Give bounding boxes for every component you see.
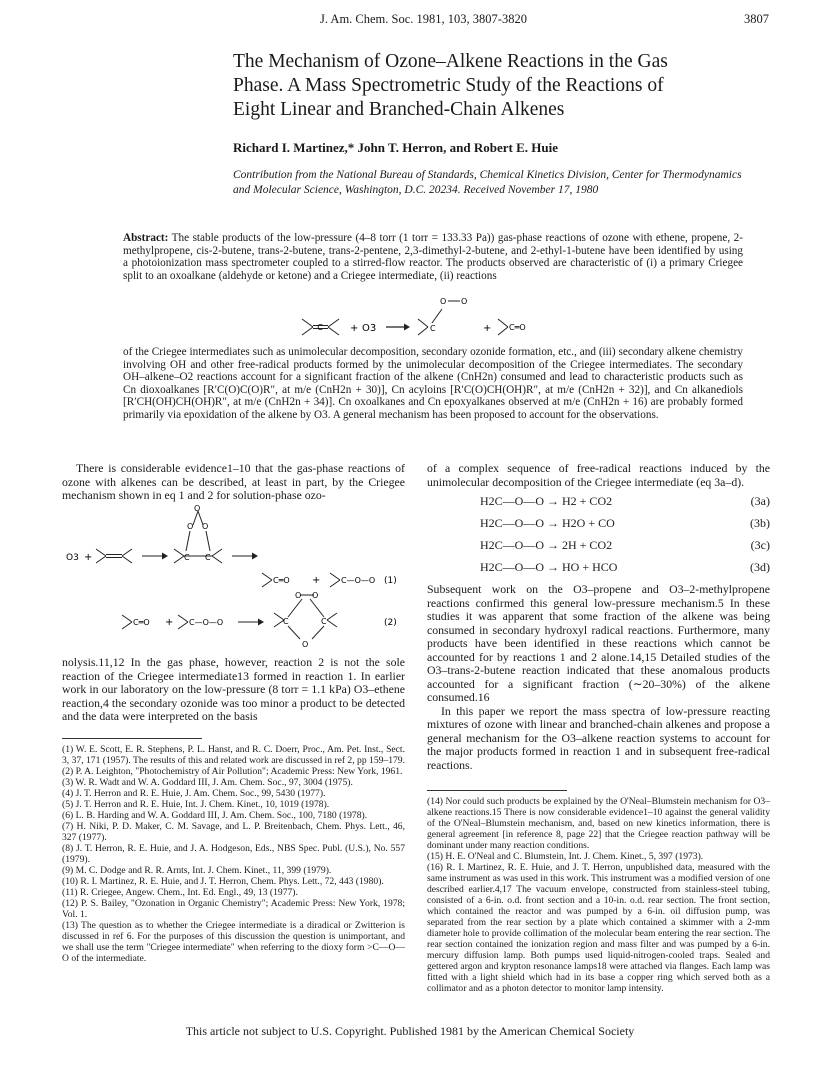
body-left-para2: nolysis.11,12 In the gas phase, however, reaction 2 is not the sole reaction of the Criegee intermediate13 formed in reaction 1. In earlier work in our laboratory on the low-pressure (8 torr = 1.1 kPa) O3–ethene reaction,4 the secondary ozonide was too minor a product to be detected and the data were interpreted on the basis (62, 655, 405, 723)
right-para3: In this paper we report the mass spectra of low-pressure reacting mixtures of ozone with linear and branched-chain alkenes and propose a general mechanism for the O3–alkene reaction systems to account for the major products formed in reaction 1 and in subsequent free-radical reactions. (427, 703, 770, 772)
ozonide2-c1: C (283, 617, 289, 626)
abstract-part2: of the Criegee intermediates such as unimolecular decomposition, secondary ozonide formation, etc., and (iii) secondary alkene chemistry involving OH and other free-radical products formed by the unimolecular decomposition of the Criegee intermediates. The secondary OH–alkene–O2 reactions account for a significant fraction of the alkene (CnH2n) consumed and lead to characteristic products such as Cn dioxoalkanes [R′C(O)C(O)R″, at m/e (CnH2n + 30)], Cn acyloins [R′C(O)CH(OH)R″, at m/e (CnH2n + 32)], and Cn alkanediols [R′CH(OH)CH(OH)R″, at m/e (CnH2n + 34)]. Cn oxoalkanes and Cn epoxyalkanes observed at m/e (CnH2n + 16) are probably formed primarily via epoxidation of the alkene by O3. A general mechanism has been proposed to account for the observations. (123, 346, 743, 421)
footnote-6: (6) L. B. Harding and W. A. Goddard III, J. Am. Chem. Soc., 100, 7180 (1978). (62, 810, 368, 821)
ozonide2-c2: C (321, 617, 327, 626)
equation-expr: H2C—O—O → HO + HCO (480, 560, 618, 574)
ozonide-c-left: C (184, 553, 190, 562)
footnote-5: (5) J. T. Herron and R. E. Huie, Int. J. Chem. Kinet., 10, 1019 (1978). (62, 799, 330, 810)
equation-expr: H2C—O—O → H2O + CO (480, 516, 615, 530)
equation-3a (480, 494, 770, 516)
eq2-number: (2) (384, 618, 397, 628)
eq1-plus: + (84, 552, 93, 563)
footnote-15: (15) H. E. O'Neal and C. Blumstein, Int. J. Chem. Kinet., 5, 397 (1973). (427, 851, 704, 862)
equation-expr: H2C—O—O → H2 + CO2 (480, 494, 613, 508)
body-left-para1 (62, 462, 405, 503)
footnote-rule-left (62, 738, 202, 739)
eq2-plus: + (165, 617, 174, 628)
scheme-criegee-o2: O (461, 297, 468, 306)
equation-3b (480, 516, 770, 538)
footnotes-left (62, 744, 405, 964)
right-para2: Subsequent work on the O3–propene and O3–2-methylpropene reactions confirmed this general low-pressure mechanism.5 In these studies it was apparent that some fraction of the alkene was being consumed in secondary hydroxyl radical reactions. Furthermore, many products have been identified in these reactions which cannot be accounted for by reactions 1 and 2 alone.14,15 Detailed studies of the O3–trans-2-butene reaction indicated that these anomalous products accounted for a significant fraction (∼20–30%) of the alkene consumed.16 (427, 582, 770, 704)
ozonide-o-left: O (187, 522, 194, 531)
abstract-scheme (300, 289, 560, 341)
eq2-criegee: C—O—O (189, 618, 224, 627)
scheme-o3-label: O3 (362, 323, 377, 334)
body-right-para1: of a complex sequence of free-radical reactions induced by the unimolecular decomposition of the Criegee intermediate (eq 3a–d). (427, 461, 770, 489)
article-authors: Richard I. Martinez,* John T. Herron, and Robert E. Huie (233, 140, 558, 155)
equation-3d (480, 560, 770, 582)
footnote-1: (1) W. E. Scott, E. R. Stephens, P. L. Hanst, and R. C. Doerr, Proc., Am. Pet. Inst., Sect. 3, 37, 171 (1957). The results of this and related work are discussed in ref 2, pp 159–179. (62, 744, 405, 766)
footnote-2: (2) P. A. Leighton, "Photochemistry of Air Pollution"; Academic Press: New York, 1961. (62, 766, 403, 777)
eq1-criegee: C—O—O (341, 576, 376, 585)
footnote-3: (3) W. R. Wadt and W. A. Goddard III, J. Am. Chem. Soc., 97, 3004 (1975). (62, 777, 353, 788)
equation-3c (480, 538, 770, 560)
eq2-carbonyl: C═O (133, 618, 150, 627)
abstract-text-1: The stable products of the low-pressure (4–8 torr (1 torr = 133.33 Pa)) gas-phase reactions of ozone with ethene, propene, 2-methylpropene, cis-2-butene, trans-2-butene, trans-2-pentene, 2,3-dimethyl-2-butene, and 2-ethyl-1-butene have been identified by using a photoionization mass spectrometer coupled to a stirred-flow reactor. The products observed are characteristic of (i) a primary Criegee split to an oxoalkane (aldehyde or ketone) and a Criegee intermediate, (ii) reactions (123, 232, 743, 282)
criegee-mechanism-scheme (62, 505, 407, 650)
eq1-plus-2: + (312, 575, 321, 586)
abstract-part1 (123, 232, 743, 282)
ozonide2-o3: O (302, 640, 309, 649)
scheme-carbonyl: C═O (509, 323, 526, 332)
equation-label: (3d) (750, 560, 770, 574)
left-para1-text: There is considerable evidence1–10 that the gas-phase reactions of ozone with alkenes can be described, at least in part, by the Criegee mechanism shown in eq 1 and 2 for solution-phase ozo- (62, 461, 405, 502)
body-right-paras (427, 583, 770, 772)
eq1-number: (1) (384, 576, 397, 586)
scheme-criegee-o1: O (440, 297, 447, 306)
footnotes-right (427, 796, 770, 994)
ozonide-o-right: O (202, 522, 209, 531)
equation-list (480, 494, 770, 582)
footnote-9: (9) M. C. Dodge and R. R. Arnts, Int. J. Chem. Kinet., 11, 399 (1979). (62, 865, 332, 876)
ozonide-o-top: O (194, 505, 201, 513)
footnote-11: (11) R. Criegee, Angew. Chem., Int. Ed. Engl., 49, 13 (1977). (62, 887, 298, 898)
eq1-o3: O3 (66, 553, 79, 563)
equation-label: (3a) (750, 494, 770, 508)
footnote-14: (14) Nor could such products be explained by the O'Neal–Blumstein mechanism for O3–alkene reactions.15 There is now considerable evidence1–10 against the general validity of the O'Neal–Blumstein mechanism, and, based on new kinetics information, there is general agreement [in reference 8, page 22] that the Criegee reaction pathway will be dominant under many reaction conditions. (427, 796, 770, 851)
article-title: The Mechanism of Ozone–Alkene Reactions in the Gas Phase. A Mass Spectrometric Study of the Reactions of Eight Linear and Branched-Chain Alkenes (233, 51, 668, 120)
footnote-16: (16) R. I. Martinez, R. E. Huie, and J. T. Herron, unpublished data, measured with the same instrument as was used in this work. This instrument was a modified version of one described earlier.4,17 The vacuum envelope, constructed from stainless-steel tubing, consisted of a 6-in. o.d. front section and a 10-in. o.d. rear section. The front section, which contained the reactor and was pumped by a 6-in. oil diffusion pump, was separated from the rear section by a plate which contained a skimmer with a 2-mm diameter hole to provide collimation of the molecular beam entering the rear section. The rear section contained the ionization region and mass filter and was pumped by a 6-in. mercury diffusion lamp. Both pumps used liquid-nitrogen-cooled traps. Sealed and gettered argon and krypton resonance lamps18 were attached via flanges. Each lamp was fitted with a light shield which had in its base a copper ring which served both as a collimator and as a photon detector to monitor lamp intensity. (427, 862, 770, 994)
scheme-c-label: C (317, 323, 323, 332)
ozonide2-o1: O (295, 591, 302, 600)
scheme-plus-2: + (483, 323, 492, 334)
running-header: J. Am. Chem. Soc. 1981, 103, 3807-3820 (320, 12, 527, 26)
ozonide2-o2: O (312, 591, 319, 600)
footnote-4: (4) J. T. Herron and R. E. Huie, J. Am. Chem. Soc., 99, 5430 (1977). (62, 788, 326, 799)
article-affiliation: Contribution from the National Bureau of Standards, Chemical Kinetics Division, Center for Thermodynamics and Molecular Science, Washington, D.C. 20234. Received November 17, 1980 (233, 169, 742, 196)
equation-expr: H2C—O—O → 2H + CO2 (480, 538, 613, 552)
footnote-rule-right (427, 790, 567, 791)
page-footer: This article not subject to U.S. Copyright. Published 1981 by the American Chemical Society (185, 1024, 635, 1038)
ozonide-c-right: C (205, 553, 211, 562)
page-number: 3807 (744, 12, 769, 26)
footnote-7: (7) H. Niki, P. D. Maker, C. M. Savage, and L. P. Breitenbach, Chem. Phys. Lett., 46, 327 (1977). (62, 821, 405, 843)
scheme-plus-1: + (350, 323, 359, 334)
scheme-criegee-c: C (430, 324, 436, 333)
equation-label: (3c) (750, 538, 770, 552)
footnote-13: (13) The question as to whether the Criegee intermediate is a diradical or Zwitterion is discussed in ref 6. For the purposes of this discussion the question is unimportant, and we shall use the term "Criegee intermediate" when referring to the dioxy form >C—O—O of the intermediate. (62, 920, 405, 964)
abstract-label: Abstract: (123, 232, 169, 244)
equation-label: (3b) (750, 516, 770, 530)
footnote-8: (8) J. T. Herron, R. E. Huie, and J. A. Hodgeson, Eds., NBS Spec. Publ. (U.S.), No. 557 (1979). (62, 843, 405, 865)
footnote-10: (10) R. I. Martinez, R. E. Huie, and J. T. Herron, Chem. Phys. Lett., 72, 443 (1980). (62, 876, 384, 887)
footnote-12: (12) P. S. Bailey, "Ozonation in Organic Chemistry"; Academic Press: New York, 1978; Vol. 1. (62, 898, 405, 920)
eq1-carbonyl: C═O (273, 576, 290, 585)
